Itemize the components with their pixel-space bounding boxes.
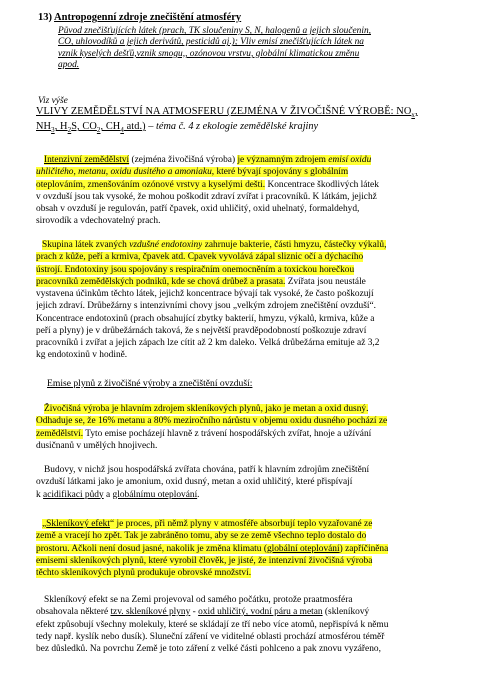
origin-line: vznik kyselých dešťů,vznik smogu,, ozónovou vrstvu, globální klimatickou změnu [58,48,360,59]
paragraph-intensive-agriculture: Intenzivní zemědělství (zejména živočišná výroba) je významným zdrojem emisí oxidu uhličitého, metanu, oxidu dusitého a amoniaku, které bývají spojovány s globálním oteplováním, zmenšováním ozónové vrstvy a kyselými dešti. Koncentrace škodlivých látek v ovzduší jsou tak vysoké, že mohou poškodit zdraví zvířat i pracovníků. K látkám, jejichž obsah v ovzduší je regulován, patří čpavek, oxid uhličitý, oxid uhelnatý, formaldehyd, sirovodík a vdechovatelný prach. [36,155,379,227]
origin-line: Původ znečišťujících látek (prach, TK sloučeniny S, N, halogenů a jejich sloučenin, [58,26,371,36]
acidification-link[interactable]: acidifikaci půdy [43,489,104,500]
greenhouse-effect-link[interactable]: Skleníkový efekt [46,519,110,529]
greenhouse-gases-link[interactable]: tzv. skleníkové plyny [110,607,191,618]
paragraph-endotoxins: Skupina látek zvaných vzdušné endotoxiny zahrnuje bakterie, části hmyzu, částečky výkalů, prach z kůže, peří a krmiva, čpavek atd. Cpavek vyvolává zápal sliznic očí a dýchacího ústrojí. Endotoxiny jsou spojovány s respiračním onemocněním a toxickou horečkou pracovníků zemědělských podniků, kde se chová drůbež a prasata. Zvířata jsou neustále vystavena účinkům těchto látek, jejichž koncentrace bývají tak vysoké, že často poškozují jejich zdraví. Drůbežárny s intenzivními chovy jsou „velkým zdrojem znečištění ovzduší“. Koncentrace endotoxinů (prach obsahující zbytky bakterií, hmyzu, výkalů, krmiva, kůže a peří a plyny) je v drůbežárnách taková, že s největší pravděpodobností poškozuje zdraví pracovníků i zvířat a jejich zápach lze cítit až 2 km daleko. Velká drůbežárna emituje až 3,2 kg endotoxinů v hodině. [36,240,387,361]
topic-heading: VLIVY ZEMĚDĚLSTVÍ NA ATMOSFERU (ZEJMÉNA V ŽIVOČIŠNÉ VÝROBĚ: $NO_x$, $NH_3$, $H_2S$, $CO_2$, $CH_4$ atd.) – téma č. 4 z ekologie zemědělské krajiny [36,106,418,135]
section-origin-text [58,26,468,72]
paragraph-greenhouse-gases: Živočišná výroba je hlavním zdrojem skleníkových plynů, jako je metan a oxid dusný. Odhaduje se, že 16% metanu a 80% meziročního nárůstu v objemu oxidu dusného pochází ze zemědělství. Tyto emise pocházejí hlavně z trávení hospodářských zvířat, hnoje a užívání dusičnanů v umělých hnojivech. [36,404,388,451]
section-number: 13) [38,12,52,23]
paragraph-earth-greenhouse: Skleníkový efekt se na Zemi projevoval od samého počátku, protože praatmosféra obsahovala některé tzv. skleníkové plyny - oxid uhličitý, vodní páru a metan (skleníkový efekt způsobují všechny molekuly, které se skládají ze tří nebo více atomů, nepřispívá k němu tedy např. kyslík nebo dusík). Sluneční záření ve viditelné oblasti prochází atmosférou téměř bez důsledků. Na povrchu Země je toto záření z velké části pohlceno a pak znovu vyzářeno, [36,595,389,654]
paragraph-livestock-buildings: Budovy, v nichž jsou hospodářská zvířata chována, patří k hlavním zdrojům znečištění ovzduší látkami jako je amonium, oxid dusný, metan a oxid uhličitý, které přispívají k acidifikaci půdy a globálnímu oteplování. [36,465,370,500]
gases-list-link[interactable]: oxid uhličitý, vodní páru a metan [198,607,323,618]
section-heading [38,12,241,23]
emissions-heading: Emise plynů z živočišné výroby a znečištění ovzduší: [47,378,253,389]
global-warming-link[interactable]: globálnímu oteplování [112,489,198,500]
paragraph-greenhouse-effect: „Skleníkový efekt“ je proces, při němž plyny v atmosféře absorbují teplo vyzařované ze země a vracejí ho zpět. Tak je zabráněno tomu, aby se ze země všechno teplo dostalo do prostoru. Ačkoli není dosud jasné, nakolik je změna klimatu (globální oteplování) zapříčiněna emisemi skleníkových plynů, které vyrobil člověk, je jisté, že intenzivní živočišná výroba těchto skleníkových plynů produkuje obrovské množství. [36,519,389,578]
see-above-note: Viz výše [38,96,68,106]
origin-line: CO, uhlovodíků a jejich derivátů, pesticidů aj.); Vliv emisí znečišťujících látek na [58,37,364,48]
section-title: Antropogenní zdroje znečištění atmosféry [54,12,242,23]
global-warming-link-2[interactable]: globální oteplování [266,543,340,554]
origin-line: apod. [58,60,80,71]
